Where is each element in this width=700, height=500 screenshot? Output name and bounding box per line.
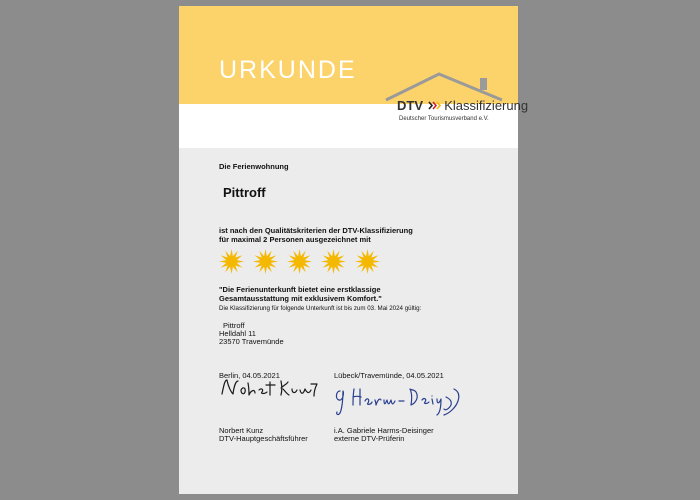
address-line-1: Pittroff (223, 321, 245, 330)
dtv-logo (397, 98, 528, 113)
signature-left (219, 376, 319, 400)
right-signatory-role: externe DTV-Prüferin (334, 434, 405, 443)
chevrons-icon (428, 98, 440, 113)
right-signatory-name: i.A. Gabriele Harms-Deisinger (334, 426, 434, 435)
criteria-line-2: für maximal 2 Personen ausgezeichnet mit (219, 235, 371, 244)
left-place-date: Berlin, 04.05.2021 (219, 371, 280, 380)
star-icon (253, 249, 278, 274)
validity-text: Die Klassifizierung für folgende Unterkunft ist bis zum 03. Mai 2024 gültig: (219, 305, 422, 312)
logo-name: Klassifizierung (444, 98, 529, 113)
star-icon (219, 249, 244, 274)
right-place-date: Lübeck/Travemünde, 04.05.2021 (334, 371, 444, 380)
star-icon (355, 249, 380, 274)
logo-subtitle: Deutscher Tourismusverband e.V. (399, 116, 489, 122)
criteria-line-1: ist nach den Qualitätskriterien der DTV-Klassifizierung (219, 226, 413, 235)
address-line-2: Helldahl 11 (219, 329, 256, 338)
property-name: Pittroff (223, 185, 266, 200)
star-icon (287, 249, 312, 274)
quote-line-2: Gesamtausstattung mit exklusivem Komfort." (219, 294, 382, 303)
left-signatory-name: Norbert Kunz (219, 426, 264, 435)
signature-right (334, 383, 464, 419)
property-type: Die Ferienwohnung (219, 162, 289, 171)
certificate-title: URKUNDE (219, 56, 357, 84)
left-signatory-role: DTV-Hauptgeschäftsführer (219, 434, 308, 443)
logo-brand: DTV (397, 98, 423, 113)
quote-line-1: "Die Ferienunterkunft bietet eine erstklassige (219, 285, 381, 294)
address-line-3: 23570 Travemünde (219, 337, 284, 346)
certificate (179, 6, 529, 494)
star-icon (321, 249, 346, 274)
